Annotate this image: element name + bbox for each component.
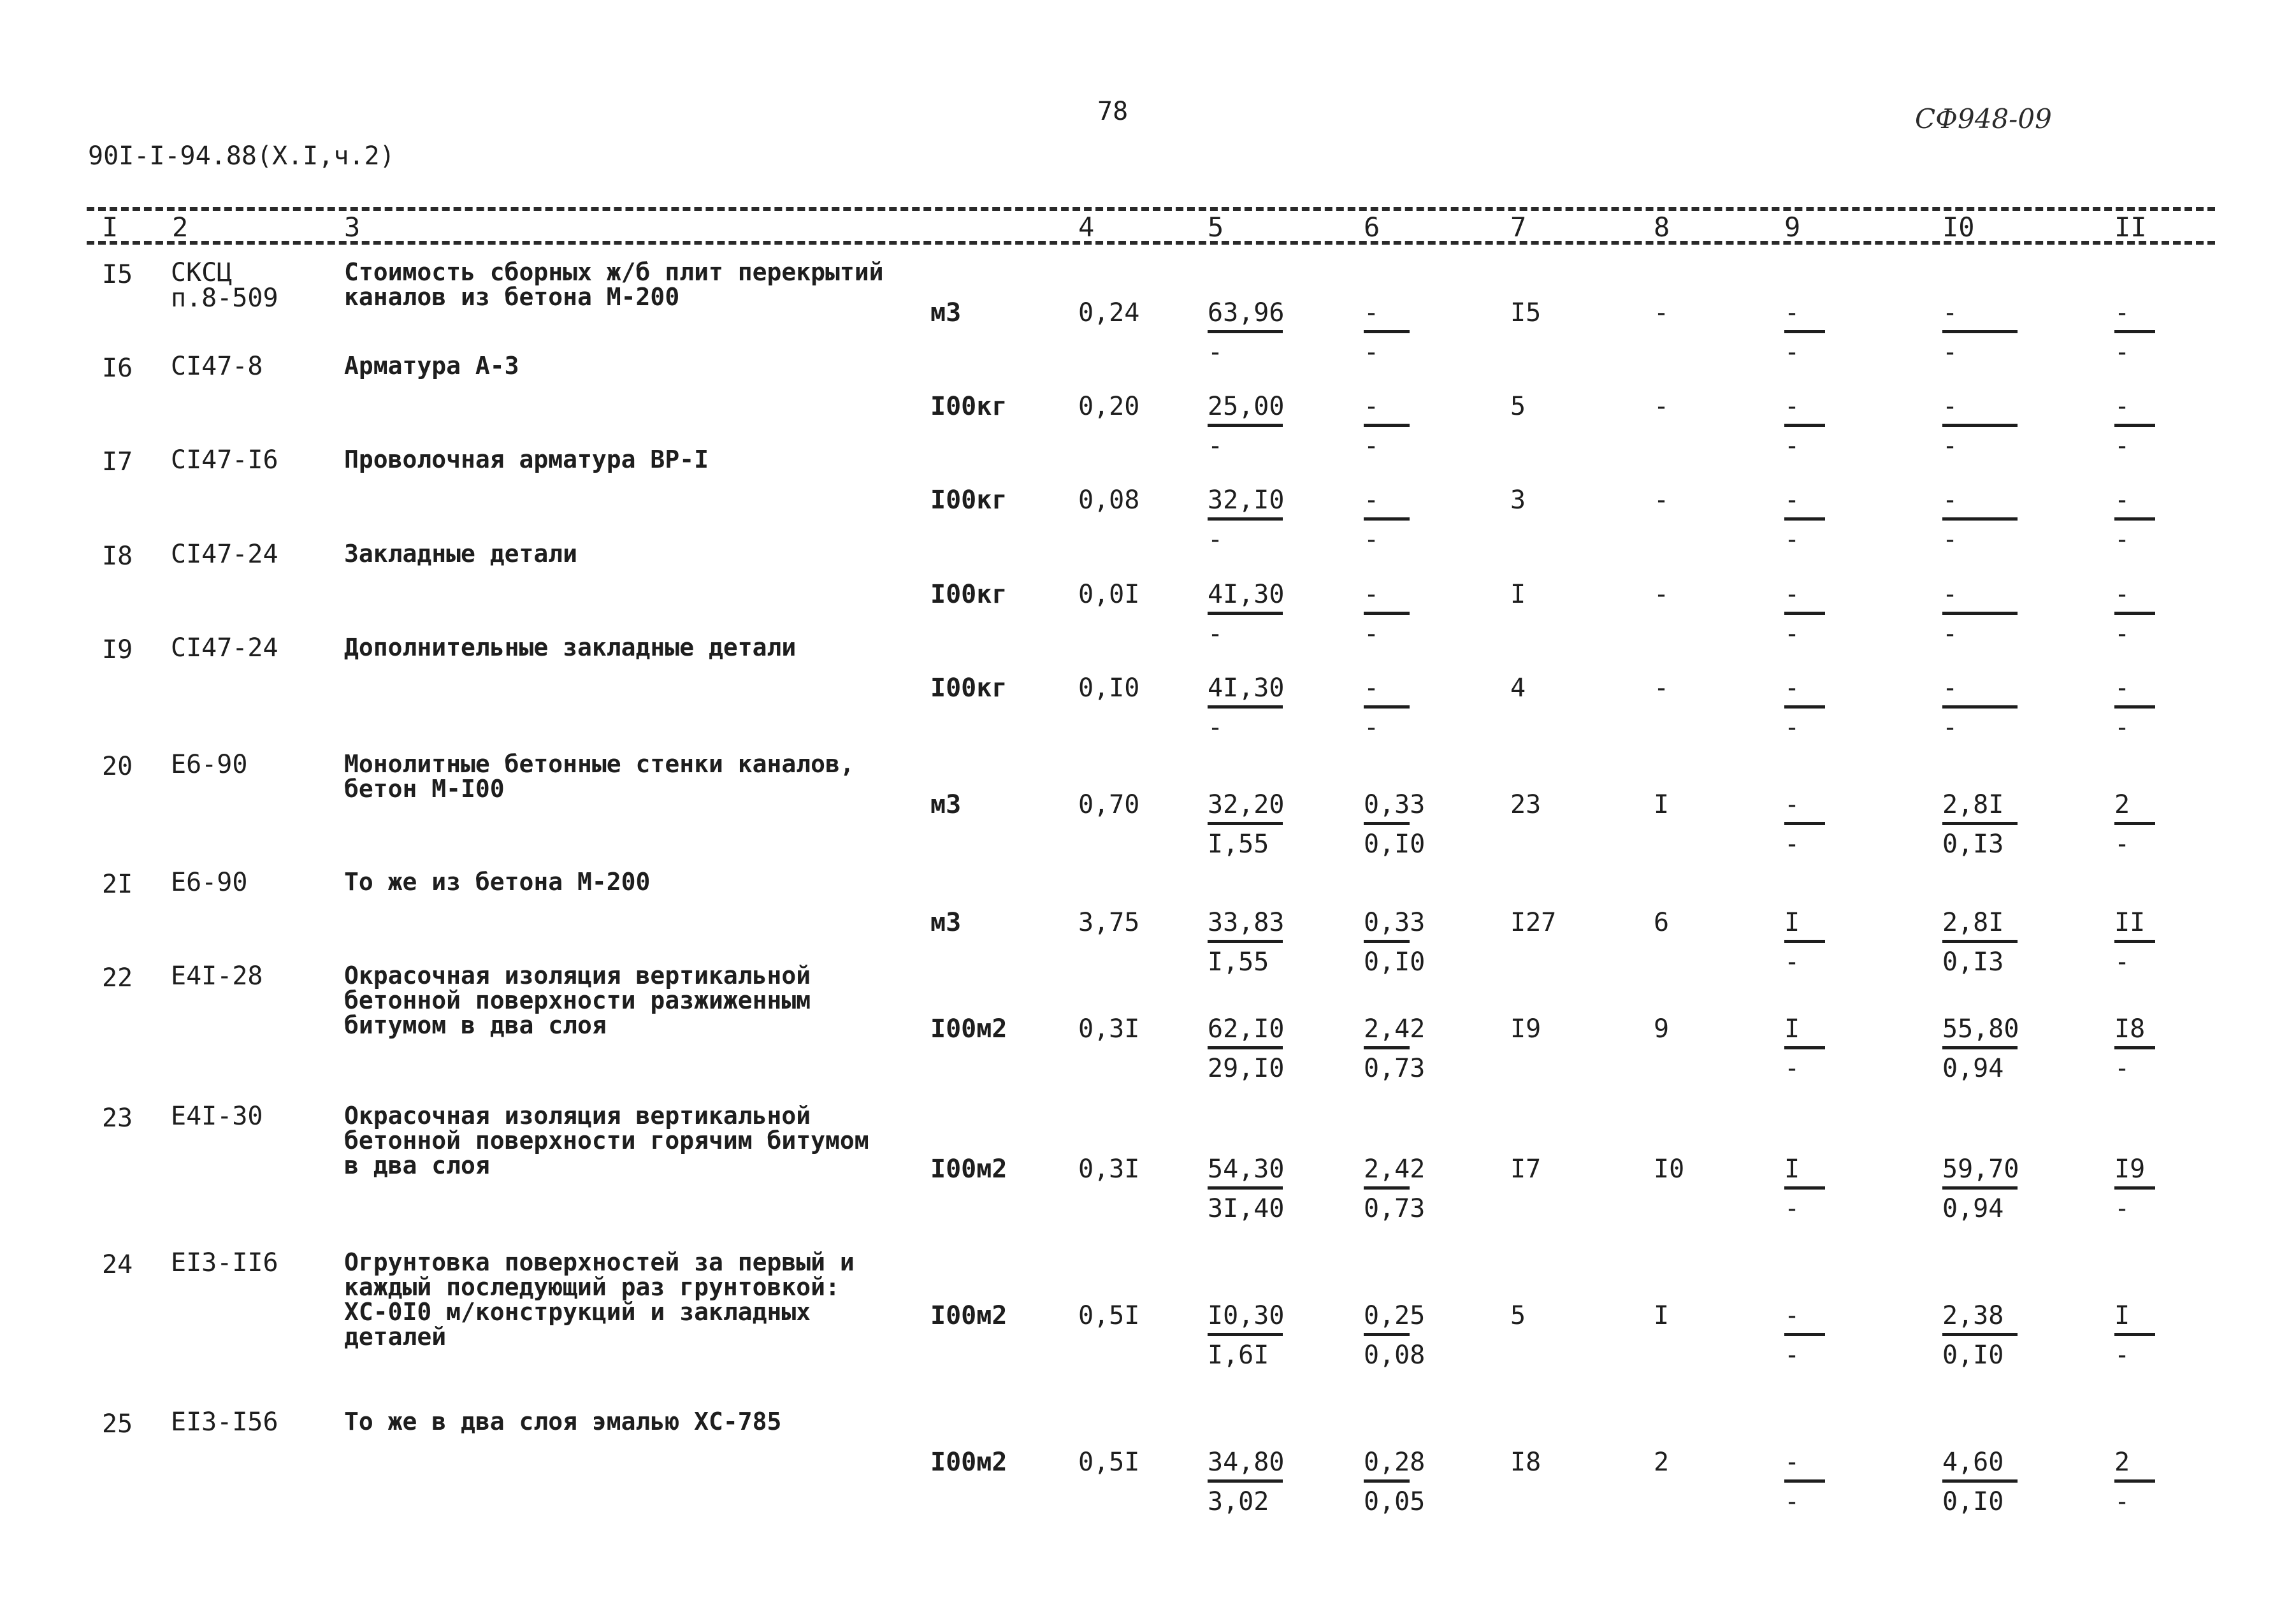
col10-fraction-bar	[1942, 424, 2018, 427]
norm-code: СI47-I6	[171, 445, 278, 475]
col6-fraction-bar	[1364, 1046, 1410, 1049]
quantity: 0,5I	[1078, 1448, 1140, 1477]
column-header-10: I0	[1942, 212, 1975, 243]
work-description: То же из бетона М-200	[344, 868, 651, 896]
col10-fraction-bottom: 0,I3	[1942, 947, 2004, 977]
unit-cost-fraction-bar	[1208, 1186, 1283, 1190]
col11-fraction-bar	[2114, 612, 2155, 615]
quantity: 0,0I	[1078, 580, 1140, 609]
col10-fraction-bottom: -	[1942, 431, 1958, 461]
unit-cost-fraction-top: 63,96	[1208, 298, 1285, 327]
quantity: 0,3I	[1078, 1155, 1140, 1184]
col11-fraction-bottom: -	[2114, 431, 2130, 461]
table-row	[0, 750, 2296, 859]
unit-cost-fraction-bar	[1208, 705, 1283, 709]
col9-fraction-top: -	[1784, 486, 1800, 515]
col6-fraction-bar	[1364, 822, 1410, 825]
col11-fraction-bar	[2114, 517, 2155, 521]
unit-of-measure: I00м2	[930, 1448, 1007, 1477]
col10-fraction-bar	[1942, 330, 2018, 333]
col11-fraction-bar	[2114, 705, 2155, 709]
work-description: Монолитные бетонные стенки каналов, бетон М-I00	[344, 750, 855, 803]
col9-fraction-top: -	[1784, 298, 1800, 327]
col7-value: I5	[1510, 298, 1541, 327]
col11-fraction-bar	[2114, 1479, 2155, 1483]
quantity: 0,20	[1078, 392, 1140, 421]
col11-fraction-bar	[2114, 330, 2155, 333]
norm-code: Е4I-30	[171, 1102, 263, 1131]
handwritten-note: СФ948-09	[1915, 103, 2052, 134]
col6-fraction-top: -	[1364, 673, 1380, 703]
column-header-5: 5	[1208, 212, 1224, 243]
column-header-1: I	[102, 212, 119, 243]
unit-cost-fraction-bar	[1208, 612, 1283, 615]
col6-fraction-top: 2,42	[1364, 1014, 1426, 1044]
col11-fraction-top: I9	[2114, 1155, 2146, 1184]
col8-value: I	[1654, 790, 1670, 819]
col6-fraction-bar	[1364, 1186, 1410, 1190]
col6-fraction-top: 0,33	[1364, 908, 1426, 937]
col9-fraction-bottom: -	[1784, 830, 1800, 859]
row-number: 22	[102, 963, 133, 993]
unit-cost-fraction-bar	[1208, 424, 1283, 427]
col9-fraction-bar	[1784, 517, 1825, 521]
col10-fraction-top: -	[1942, 298, 1958, 327]
table-row	[0, 1102, 2296, 1223]
work-description: Закладные детали	[344, 540, 578, 568]
unit-cost-fraction-bar	[1208, 822, 1283, 825]
col7-value: 5	[1510, 392, 1526, 421]
unit-cost-fraction-top: 32,I0	[1208, 486, 1285, 515]
row-number: I8	[102, 542, 133, 571]
unit-cost-fraction-top: 33,83	[1208, 908, 1285, 937]
row-number: 2I	[102, 870, 133, 899]
quantity: 0,08	[1078, 486, 1140, 515]
unit-of-measure: м3	[930, 790, 962, 819]
unit-cost-fraction-top: 32,20	[1208, 790, 1285, 819]
col10-fraction-top: -	[1942, 673, 1958, 703]
norm-code: ЕI3-II6	[171, 1248, 278, 1277]
column-header-2: 2	[172, 212, 189, 243]
col10-fraction-bar	[1942, 1186, 2018, 1190]
row-number: 25	[102, 1409, 133, 1439]
col10-fraction-top: -	[1942, 392, 1958, 421]
col9-fraction-top: -	[1784, 673, 1800, 703]
col9-fraction-top: -	[1784, 790, 1800, 819]
col10-fraction-top: 2,38	[1942, 1301, 2004, 1330]
col10-fraction-bottom: -	[1942, 525, 1958, 554]
col11-fraction-top: -	[2114, 486, 2130, 515]
col9-fraction-bar	[1784, 1186, 1825, 1190]
col8-value: I	[1654, 1301, 1670, 1330]
col6-fraction-bar	[1364, 1333, 1410, 1336]
col9-fraction-bar	[1784, 612, 1825, 615]
column-header-3: 3	[344, 212, 361, 243]
unit-cost-fraction-bottom: 3I,40	[1208, 1194, 1285, 1223]
col11-fraction-bar	[2114, 1333, 2155, 1336]
norm-code: Е4I-28	[171, 961, 263, 991]
quantity: 3,75	[1078, 908, 1140, 937]
unit-cost-fraction-bottom: I,55	[1208, 947, 1269, 977]
unit-cost-fraction-bar	[1208, 1046, 1283, 1049]
work-description: Проволочная арматура ВР-I	[344, 445, 709, 473]
unit-cost-fraction-top: 25,00	[1208, 392, 1285, 421]
quantity: 0,5I	[1078, 1301, 1140, 1330]
norm-code: СКСЦ п.8-509	[171, 258, 278, 313]
col11-fraction-top: II	[2114, 908, 2146, 937]
col9-fraction-bottom: -	[1784, 1194, 1800, 1223]
unit-cost-fraction-bottom: I,55	[1208, 830, 1269, 859]
column-header-4: 4	[1078, 212, 1095, 243]
table-row	[0, 1248, 2296, 1370]
row-number: 24	[102, 1250, 133, 1279]
col9-fraction-bottom: -	[1784, 431, 1800, 461]
work-description: Дополнительные закладные детали	[344, 633, 797, 661]
col11-fraction-bottom: -	[2114, 525, 2130, 554]
unit-cost-fraction-top: 54,30	[1208, 1155, 1285, 1184]
col11-fraction-top: 2	[2114, 790, 2130, 819]
unit-cost-fraction-bar	[1208, 517, 1283, 521]
col9-fraction-bottom: -	[1784, 1054, 1800, 1083]
col7-value: I27	[1510, 908, 1557, 937]
col7-value: 5	[1510, 1301, 1526, 1330]
col11-fraction-bar	[2114, 940, 2155, 943]
unit-cost-fraction-top: 4I,30	[1208, 673, 1285, 703]
header-bottom-rule	[87, 241, 2215, 245]
col10-fraction-bar	[1942, 822, 2018, 825]
col9-fraction-bar	[1784, 1046, 1825, 1049]
col10-fraction-bottom: 0,I0	[1942, 1487, 2004, 1516]
col9-fraction-bar	[1784, 1333, 1825, 1336]
unit-cost-fraction-bottom: -	[1208, 713, 1224, 742]
col10-fraction-top: 2,8I	[1942, 908, 2004, 937]
document-code: 90I-I-94.88(X.I,ч.2)	[88, 141, 395, 171]
col6-fraction-bar	[1364, 330, 1410, 333]
col8-value: I0	[1654, 1155, 1685, 1184]
norm-code: ЕI3-I56	[171, 1407, 278, 1437]
col11-fraction-top: -	[2114, 392, 2130, 421]
col6-fraction-bottom: -	[1364, 619, 1380, 649]
unit-cost-fraction-top: 34,80	[1208, 1448, 1285, 1477]
col9-fraction-bottom: -	[1784, 947, 1800, 977]
col11-fraction-bottom: -	[2114, 1487, 2130, 1516]
unit-cost-fraction-bar	[1208, 330, 1283, 333]
norm-code: СI47-24	[171, 633, 278, 663]
unit-of-measure: I00кг	[930, 580, 1007, 609]
unit-of-measure: I00кг	[930, 486, 1007, 515]
col9-fraction-top: -	[1784, 1301, 1800, 1330]
col6-fraction-top: -	[1364, 580, 1380, 609]
col7-value: I7	[1510, 1155, 1541, 1184]
col10-fraction-bottom: -	[1942, 713, 1958, 742]
col6-fraction-bar	[1364, 612, 1410, 615]
col11-fraction-bar	[2114, 1186, 2155, 1190]
col11-fraction-bottom: -	[2114, 1054, 2130, 1083]
col9-fraction-bar	[1784, 822, 1825, 825]
quantity: 0,24	[1078, 298, 1140, 327]
col9-fraction-bottom: -	[1784, 338, 1800, 367]
unit-of-measure: I00м2	[930, 1014, 1007, 1044]
col10-fraction-bottom: -	[1942, 619, 1958, 649]
unit-cost-fraction-bar	[1208, 1479, 1283, 1483]
col6-fraction-bottom: 0,I0	[1364, 830, 1426, 859]
col9-fraction-top: -	[1784, 580, 1800, 609]
work-description: Арматура А-3	[344, 352, 519, 380]
col11-fraction-bottom: -	[2114, 713, 2130, 742]
col9-fraction-bottom: -	[1784, 525, 1800, 554]
col8-value: 2	[1654, 1448, 1670, 1477]
col7-value: 4	[1510, 673, 1526, 703]
col9-fraction-bottom: -	[1784, 713, 1800, 742]
col6-fraction-bottom: 0,73	[1364, 1054, 1426, 1083]
col9-fraction-top: -	[1784, 1448, 1800, 1477]
unit-cost-fraction-bar	[1208, 940, 1283, 943]
unit-of-measure: м3	[930, 908, 962, 937]
col10-fraction-bottom: -	[1942, 338, 1958, 367]
column-header-9: 9	[1784, 212, 1801, 243]
work-description: Окрасочная изоляция вертикальной бетонной поверхности горячим битумом в два слоя	[344, 1102, 869, 1179]
header-top-rule	[87, 207, 2215, 211]
col10-fraction-top: -	[1942, 580, 1958, 609]
unit-cost-fraction-bottom: -	[1208, 525, 1224, 554]
col10-fraction-bar	[1942, 612, 2018, 615]
col10-fraction-top: 2,8I	[1942, 790, 2004, 819]
col6-fraction-bottom: -	[1364, 525, 1380, 554]
col8-value: 6	[1654, 908, 1670, 937]
unit-cost-fraction-bottom: 3,02	[1208, 1487, 1269, 1516]
table-row	[0, 633, 2296, 742]
col6-fraction-bottom: -	[1364, 338, 1380, 367]
work-description: Огрунтовка поверхностей за первый и каждый последующий раз грунтовкой: ХС-0I0 м/конструкций и закладных деталей	[344, 1248, 855, 1351]
norm-code: СI47-8	[171, 352, 263, 381]
col6-fraction-top: -	[1364, 486, 1380, 515]
row-number: I6	[102, 354, 133, 383]
unit-of-measure: I00кг	[930, 392, 1007, 421]
col6-fraction-top: 0,25	[1364, 1301, 1426, 1330]
col10-fraction-bottom: 0,94	[1942, 1194, 2004, 1223]
col10-fraction-bar	[1942, 1479, 2018, 1483]
col9-fraction-top: I	[1784, 1014, 1800, 1044]
table-row	[0, 1407, 2296, 1516]
col6-fraction-bar	[1364, 940, 1410, 943]
row-number: I9	[102, 635, 133, 665]
unit-cost-fraction-top: I0,30	[1208, 1301, 1285, 1330]
col8-value: -	[1654, 673, 1670, 703]
col11-fraction-top: 2	[2114, 1448, 2130, 1477]
unit-of-measure: I00м2	[930, 1155, 1007, 1184]
row-number: 20	[102, 752, 133, 781]
unit-cost-fraction-bottom: -	[1208, 431, 1224, 461]
quantity: 0,3I	[1078, 1014, 1140, 1044]
col10-fraction-bar	[1942, 940, 2018, 943]
col9-fraction-top: -	[1784, 392, 1800, 421]
col6-fraction-bar	[1364, 705, 1410, 709]
col10-fraction-bar	[1942, 1046, 2018, 1049]
quantity: 0,I0	[1078, 673, 1140, 703]
col10-fraction-top: 4,60	[1942, 1448, 2004, 1477]
col6-fraction-bottom: -	[1364, 431, 1380, 461]
col7-value: I8	[1510, 1448, 1541, 1477]
row-number: I5	[102, 260, 133, 289]
col7-value: I9	[1510, 1014, 1541, 1044]
col6-fraction-top: 0,28	[1364, 1448, 1426, 1477]
col10-fraction-bottom: 0,I0	[1942, 1341, 2004, 1370]
unit-of-measure: I00м2	[930, 1301, 1007, 1330]
col7-value: I	[1510, 580, 1526, 609]
col6-fraction-top: 2,42	[1364, 1155, 1426, 1184]
col9-fraction-bar	[1784, 330, 1825, 333]
col6-fraction-bar	[1364, 517, 1410, 521]
col11-fraction-bar	[2114, 822, 2155, 825]
unit-of-measure: м3	[930, 298, 962, 327]
col10-fraction-bottom: 0,94	[1942, 1054, 2004, 1083]
col11-fraction-bar	[2114, 424, 2155, 427]
col11-fraction-bottom: -	[2114, 1341, 2130, 1370]
col11-fraction-bottom: -	[2114, 947, 2130, 977]
col11-fraction-bottom: -	[2114, 338, 2130, 367]
unit-cost-fraction-bottom: -	[1208, 619, 1224, 649]
col11-fraction-top: -	[2114, 673, 2130, 703]
col10-fraction-bottom: 0,I3	[1942, 830, 2004, 859]
unit-of-measure: I00кг	[930, 673, 1007, 703]
col8-value: -	[1654, 392, 1670, 421]
unit-cost-fraction-top: 62,I0	[1208, 1014, 1285, 1044]
col11-fraction-top: -	[2114, 298, 2130, 327]
work-description: То же в два слоя эмалью ХС-785	[344, 1407, 782, 1436]
col7-value: 23	[1510, 790, 1541, 819]
col10-fraction-top: 55,80	[1942, 1014, 2019, 1044]
col10-fraction-top: 59,70	[1942, 1155, 2019, 1184]
col11-fraction-bottom: -	[2114, 1194, 2130, 1223]
col9-fraction-bottom: -	[1784, 1487, 1800, 1516]
col10-fraction-bar	[1942, 1333, 2018, 1336]
unit-cost-fraction-bar	[1208, 1333, 1283, 1336]
col11-fraction-top: I	[2114, 1301, 2130, 1330]
page-number: 78	[1097, 97, 1129, 126]
work-description: Стоимость сборных ж/б плит перекрытий каналов из бетона М-200	[344, 258, 884, 311]
col11-fraction-bottom: -	[2114, 619, 2130, 649]
norm-code: Е6-90	[171, 868, 248, 897]
col6-fraction-top: -	[1364, 392, 1380, 421]
col11-fraction-top: I8	[2114, 1014, 2146, 1044]
col8-value: -	[1654, 298, 1670, 327]
col6-fraction-bottom: 0,08	[1364, 1341, 1426, 1370]
col6-fraction-top: 0,33	[1364, 790, 1426, 819]
norm-code: СI47-24	[171, 540, 278, 569]
col6-fraction-bar	[1364, 1479, 1410, 1483]
unit-cost-fraction-bottom: -	[1208, 338, 1224, 367]
work-description: Окрасочная изоляция вертикальной бетонной поверхности разжиженным битумом в два слоя	[344, 961, 811, 1039]
col9-fraction-bar	[1784, 705, 1825, 709]
col10-fraction-bar	[1942, 517, 2018, 521]
col10-fraction-top: -	[1942, 486, 1958, 515]
col6-fraction-bottom: 0,I0	[1364, 947, 1426, 977]
col6-fraction-bar	[1364, 424, 1410, 427]
col9-fraction-bar	[1784, 1479, 1825, 1483]
col11-fraction-bar	[2114, 1046, 2155, 1049]
col7-value: 3	[1510, 486, 1526, 515]
row-number: I7	[102, 447, 133, 477]
col10-fraction-bar	[1942, 705, 2018, 709]
column-header-8: 8	[1654, 212, 1670, 243]
col9-fraction-bar	[1784, 940, 1825, 943]
column-header-7: 7	[1510, 212, 1527, 243]
col9-fraction-top: I	[1784, 908, 1800, 937]
row-number: 23	[102, 1104, 133, 1133]
col6-fraction-bottom: 0,73	[1364, 1194, 1426, 1223]
col6-fraction-top: -	[1364, 298, 1380, 327]
norm-code: Е6-90	[171, 750, 248, 779]
col8-value: -	[1654, 486, 1670, 515]
column-header-11: II	[2114, 212, 2147, 243]
col6-fraction-bottom: -	[1364, 713, 1380, 742]
col6-fraction-bottom: 0,05	[1364, 1487, 1426, 1516]
unit-cost-fraction-top: 4I,30	[1208, 580, 1285, 609]
col9-fraction-top: I	[1784, 1155, 1800, 1184]
column-header-6: 6	[1364, 212, 1380, 243]
unit-cost-fraction-bottom: I,6I	[1208, 1341, 1269, 1370]
quantity: 0,70	[1078, 790, 1140, 819]
col9-fraction-bottom: -	[1784, 1341, 1800, 1370]
col8-value: 9	[1654, 1014, 1670, 1044]
col9-fraction-bar	[1784, 424, 1825, 427]
col9-fraction-bottom: -	[1784, 619, 1800, 649]
unit-cost-fraction-bottom: 29,I0	[1208, 1054, 1285, 1083]
col8-value: -	[1654, 580, 1670, 609]
col11-fraction-bottom: -	[2114, 830, 2130, 859]
col11-fraction-top: -	[2114, 580, 2130, 609]
